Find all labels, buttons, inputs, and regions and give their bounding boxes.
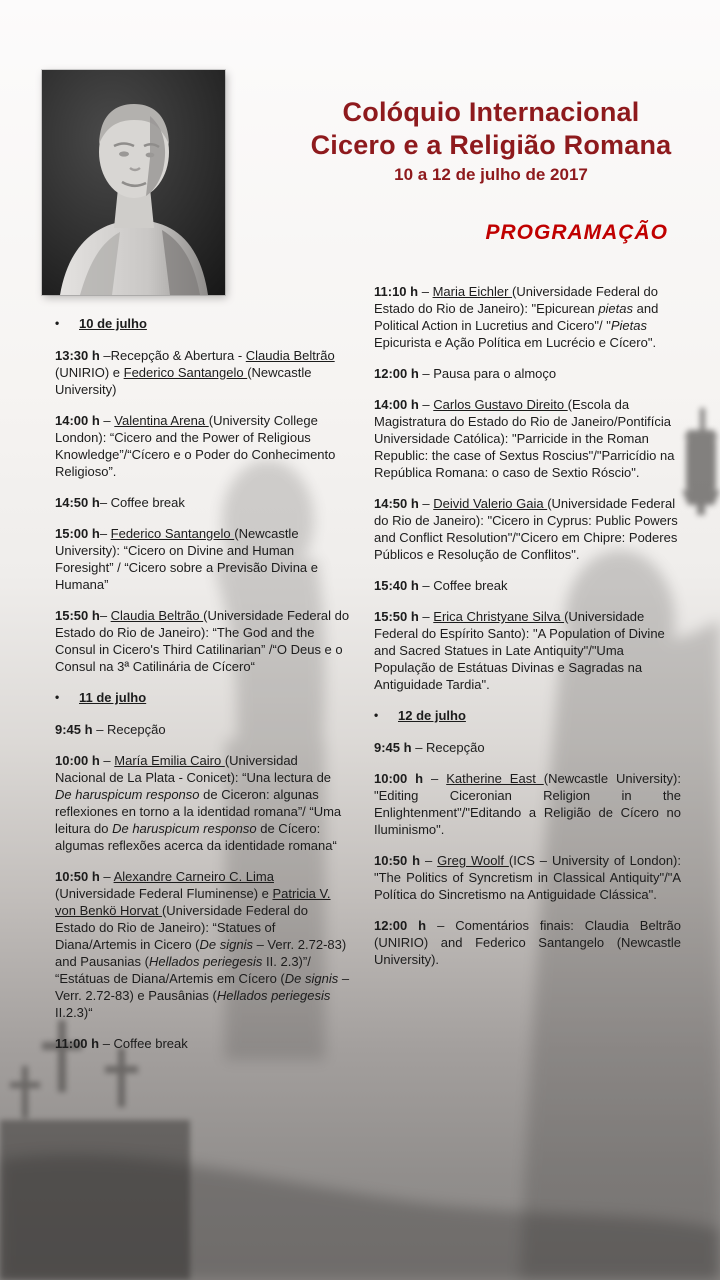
- entry-text: –: [418, 397, 434, 412]
- entry-time: 11:10 h: [374, 284, 419, 299]
- entry-text: De signis: [284, 971, 342, 986]
- entry-time: 12:00 h: [374, 918, 427, 933]
- program-column-right: [374, 283, 681, 982]
- entry-text: Epicurista e Ação Política em Lucrécio e Cícero".: [374, 335, 657, 350]
- entry-text: –: [418, 284, 433, 299]
- entry-text: –: [99, 526, 111, 541]
- entry-text: (University College London): “Cicero and the Power of Religious Knowledge”/“Cícero e o Poder do Conhecimento Religioso”.: [55, 413, 336, 479]
- entry-text: –: [420, 853, 438, 868]
- program-heading: PROGRAMAÇÃO: [485, 221, 668, 244]
- entry-text: De signis: [199, 937, 257, 952]
- speaker-name: Deivid Valerio Gaia: [433, 496, 548, 511]
- entry-text: (Universidade Federal do Rio de Janeiro): "Cicero in Cyprus: Public Powers and Conflict Resolution"/"Cicero em Chipre: Poderes Públicos e Resolução de Conflitos".: [374, 496, 678, 562]
- entry-time: 9:45 h: [374, 740, 412, 755]
- entry-text: (Newcastle University): “Cicero on Divine and Human Foresight” / “Cicero sobre a Previsão Divina e Humana”: [55, 526, 318, 592]
- entry-text: – Verr. 2.72-83) and Pausanias (: [55, 937, 347, 969]
- entry-text: –: [418, 609, 434, 624]
- entry-time: 14:50 h: [374, 496, 419, 511]
- entry-time: 10:00 h: [55, 753, 100, 768]
- entry-text: (Universidade Federal do Estado do Rio de Janeiro): “The God and the Consul in Cicero's Third Catilinarian” /“O Deus e o Consul na 3ª Catilinária de Cícero“: [55, 608, 350, 674]
- entry-text: (Universidade Federal Fluminense) e: [55, 886, 273, 901]
- day-heading: [55, 315, 351, 332]
- entry-text: –: [99, 413, 115, 428]
- program-entry: [55, 752, 351, 854]
- program-entry: [55, 525, 351, 593]
- entry-text: II. 2.3)”/ “Estátuas de Diana/Artemis em Cícero (: [55, 954, 311, 986]
- program-entry: [374, 852, 681, 903]
- title-block: [298, 96, 684, 245]
- bullet-icon: •: [55, 690, 60, 704]
- entry-text: (Universidad Nacional de La Plata - Conicet): “Una lectura de: [55, 753, 332, 785]
- entry-text: –Recepção & Abertura -: [103, 348, 246, 363]
- day-heading: [55, 689, 351, 706]
- program-entry: [55, 607, 351, 675]
- bottom-vignette: [0, 1155, 720, 1280]
- program-column-left: [55, 312, 351, 1066]
- program-entry: [374, 739, 681, 756]
- entry-text: –: [423, 771, 447, 786]
- entry-time: 11:00 h: [55, 1036, 100, 1051]
- entry-text: de Cícero: algumas reflexões acerca da identidade romana“: [55, 821, 337, 853]
- entry-text: II.2.3)“: [55, 1005, 93, 1020]
- entry-text: – Coffee break: [99, 495, 185, 510]
- speaker-name: Valentina Arena: [114, 413, 209, 428]
- program-entry: [374, 495, 681, 563]
- lantern-icon: [682, 408, 720, 515]
- entry-time: 9:45 h: [55, 722, 93, 737]
- entry-text: pietas: [598, 301, 637, 316]
- cicero-bust-photo: [42, 70, 225, 295]
- program-entry: [374, 608, 681, 693]
- speaker-name: Greg Woolf: [437, 853, 509, 868]
- entry-text: Hellados periegesis: [148, 954, 267, 969]
- entry-time: 15:50 h: [374, 609, 419, 624]
- speaker-name: Claudia Beltrão: [110, 608, 204, 623]
- entry-text: – Recepção: [92, 722, 166, 737]
- speaker-name: Alexandre Carneiro C. Lima: [113, 869, 274, 884]
- day-heading-label: 10 de julho: [79, 316, 147, 331]
- speaker-name: María Emilia Cairo: [114, 753, 225, 768]
- entry-time: 14:50 h: [55, 495, 100, 510]
- bullet-icon: •: [55, 316, 60, 330]
- speaker-name: Federico Santangelo: [123, 365, 248, 380]
- speaker-name: Maria Eichler: [432, 284, 513, 299]
- speaker-name: Erica Christyane Silva: [433, 609, 565, 624]
- entry-time: 10:00 h: [374, 771, 424, 786]
- entry-text: De haruspicum responso: [55, 787, 204, 802]
- speaker-name: Patricia V. von Benkö Horvat: [55, 886, 331, 918]
- day-heading: [374, 707, 681, 724]
- entry-text: (UNIRIO) e: [55, 365, 124, 380]
- entry-time: 15:00 h: [55, 526, 100, 541]
- entry-text: –: [418, 496, 434, 511]
- entry-text: – Coffee break: [418, 578, 508, 593]
- program-entry: [55, 347, 351, 398]
- entry-time: 15:50 h: [55, 608, 100, 623]
- bullet-icon: •: [374, 708, 379, 722]
- program-entry: [374, 396, 681, 481]
- entry-text: – Verr. 2.72-83) e Pausânias (: [55, 971, 350, 1003]
- program-entry: [55, 494, 351, 511]
- program-entry: [55, 721, 351, 738]
- day-heading-label: 11 de julho: [79, 690, 147, 705]
- speaker-name: Federico Santangelo: [110, 526, 235, 541]
- conference-dates: 10 a 12 de julho de 2017: [394, 165, 588, 184]
- entry-text: Pietas: [610, 318, 647, 333]
- entry-time: 10:50 h: [374, 853, 421, 868]
- entry-text: – Comentários finais: Claudia Beltrão (UNIRIO) and Federico Santangelo (Newcastle University).: [374, 918, 681, 967]
- program-entry: [55, 412, 351, 480]
- entry-text: (Universidade Federal do Espírito Santo): "A Population of Divine and Sacred Statues in Late Antiquity"/"Uma População de Estátuas Divinas e Sagradas na Antiguidade Tardia".: [374, 609, 665, 692]
- entry-text: Hellados periegesis: [216, 988, 331, 1003]
- program-entry: [374, 577, 681, 594]
- entry-time: 13:30 h: [55, 348, 104, 363]
- program-entry: [55, 1035, 351, 1052]
- conference-title-line2: Cicero e a Religião Romana: [310, 130, 672, 160]
- entry-time: 14:00 h: [374, 397, 419, 412]
- program-entry: [374, 770, 681, 838]
- program-entry: [374, 365, 681, 382]
- program-entry: [374, 283, 681, 351]
- conference-title-line1: Colóquio Internacional: [342, 97, 640, 127]
- entry-text: –: [99, 608, 111, 623]
- day-heading-label: 12 de julho: [398, 708, 466, 723]
- entry-time: 14:00 h: [55, 413, 100, 428]
- program-entry: [374, 917, 681, 968]
- entry-time: 10:50 h: [55, 869, 100, 884]
- entry-text: – Coffee break: [99, 1036, 188, 1051]
- entry-time: 12:00 h: [374, 366, 419, 381]
- entry-text: (ICS – University of London): "The Politics of Syncretism in Classical Antiquity"/"A Política do Sincretismo na Antiguidade Clássica".: [374, 853, 681, 902]
- entry-text: (Newcastle University): "Editing Ciceronian Religion in the Enlightenment"/"Editando a Religião de Cícero no Iluminismo".: [374, 771, 681, 837]
- entry-text: –: [99, 753, 115, 768]
- speaker-name: Katherine East: [446, 771, 544, 786]
- speaker-name: Carlos Gustavo Direito: [433, 397, 568, 412]
- entry-text: – Pausa para o almoço: [418, 366, 557, 381]
- entry-time: 15:40 h: [374, 578, 419, 593]
- entry-text: and Political Action in Lucretius and Cicero"/ ": [374, 301, 659, 333]
- entry-text: de Ciceron: algunas reflexiones en torno a la identidad romana”/ “Uma leitura do: [55, 787, 342, 836]
- entry-text: (Escola da Magistratura do Estado do Rio de Janeiro/Pontifícia Universidade Católica): "Parricide in the Roman Republic: the case of Sextus Roscius"/"Parricídio na República Romana: o caso de Sextio Róscio".: [374, 397, 675, 480]
- program-entry: [55, 868, 351, 1021]
- entry-text: – Recepção: [411, 740, 485, 755]
- entry-text: (Universidade Federal do Estado do Rio de Janeiro): “Statues of Diana/Artemis in Cicero (: [55, 903, 308, 952]
- entry-text: De haruspicum responso: [112, 821, 261, 836]
- speaker-name: Claudia Beltrão: [245, 348, 335, 363]
- entry-text: (Universidade Federal do Estado do Rio de Janeiro): "Epicurean: [374, 284, 658, 316]
- entry-text: –: [99, 869, 114, 884]
- entry-text: (Newcastle University): [55, 365, 312, 397]
